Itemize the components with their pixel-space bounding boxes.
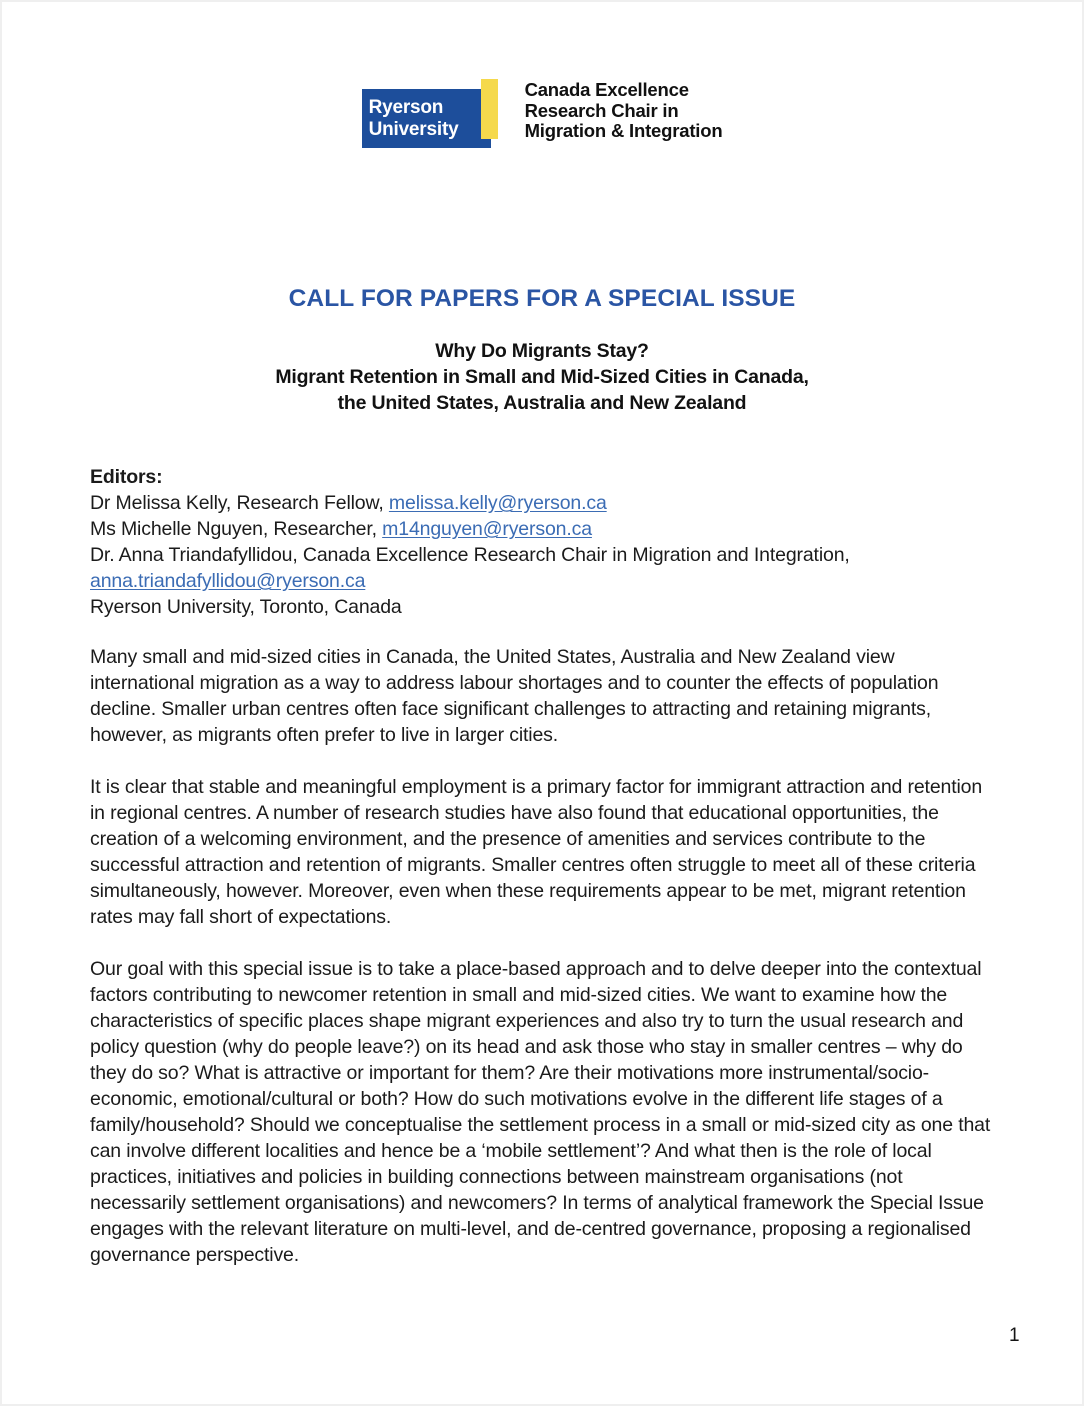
cerc-header-logo	[2, 79, 1082, 149]
editor-text: Ms Michelle Nguyen, Researcher,	[90, 518, 383, 540]
subtitle-line3: the United States, Australia and New Zealand	[337, 392, 747, 414]
logo-university-line2: University	[368, 118, 459, 140]
cerc-wordmark	[525, 79, 723, 142]
subtitle	[2, 338, 1082, 416]
email-link-melissa-kelly[interactable]: melissa.kelly@ryerson.ca	[388, 492, 607, 514]
editor-line-affiliation	[90, 594, 1000, 620]
page-title: CALL FOR PAPERS FOR A SPECIAL ISSUE	[288, 285, 796, 312]
cerc-wordmark-line2: Research Chair in	[524, 99, 679, 121]
subtitle-line1: Why Do Migrants Stay?	[435, 340, 649, 362]
cerc-wordmark-line1: Canada Excellence	[524, 79, 689, 100]
document-body	[2, 464, 1082, 1268]
page-number: 1	[1009, 1325, 1020, 1346]
body-paragraphs	[90, 644, 1000, 1268]
ryerson-university-logo	[362, 79, 498, 149]
logo-university-line1: Ryerson	[368, 97, 444, 118]
editor-text: Ryerson University, Toronto, Canada	[90, 596, 402, 618]
editor-text: Dr Melissa Kelly, Research Fellow,	[90, 492, 389, 514]
logo-yellow-bar	[481, 79, 498, 139]
paragraph-2: It is clear that stable and meaningful employment is a primary factor for immigrant attraction and retention in regional centres. A number of research studies have also found that educational opportunities, the creation of a welcoming environment, and the presence of amenities and services contribute to the successful attraction and retention of migrants. Smaller centres often struggle to meet all of these criteria simultaneously, however. Moreover, even when these requirements appear to be met, migrant retention rates may fall short of expectations.	[90, 776, 983, 928]
paragraph-3: Our goal with this special issue is to take a place-based approach and to delve deeper into the contextual factors contributing to newcomer retention in small and mid-sized cities. We want to examine how the characteristics of specific places shape migrant experiences and also try to turn the usual research and policy question (why do people leave?) on its head and ask those who stay in smaller centres – why do they do so? What is attractive or important for them? Are their motivations more instrumental/socio-economic, emotional/cultural or both? How do such motivations evolve in the different life stages of a family/household? Should we conceptualise the settlement process in a small or mid-sized city as one that can involve different localities and hence be a ‘mobile settlement’? And what then is the role of local practices, initiatives and policies in building connections between mainstream organisations (not necessarily settlement organisations) and newcomers? In terms of analytical framework the Special Issue engages with the relevant literature on multi-level, and de-centred governance, proposing a regionalised governance perspective.	[90, 958, 991, 1266]
editor-line-anna-triandafyllidou	[90, 542, 1000, 568]
logo-blue-box	[362, 89, 491, 148]
subtitle-line2: Migrant Retention in Small and Mid-Sized Cities in Canada,	[275, 366, 809, 388]
editor-line-michelle-nguyen	[90, 516, 1000, 542]
editor-line-anna-email	[90, 568, 1000, 594]
cerc-wordmark-line3: Migration & Integration	[524, 120, 723, 141]
editors-label: Editors:	[90, 466, 163, 488]
paragraph-1: Many small and mid-sized cities in Canada, the United States, Australia and New Zealand view international migration as a way to address labour shortages and to counter the effects of population decline. Smaller urban centres often face significant challenges to attracting and retaining migrants, however, as migrants often prefer to live in larger cities.	[90, 646, 939, 746]
editor-text: Dr. Anna Triandafyllidou, Canada Excellence Research Chair in Migration and Integration,	[90, 544, 850, 566]
editor-line-melissa-kelly	[90, 490, 1000, 516]
email-link-michelle-nguyen[interactable]: m14nguyen@ryerson.ca	[382, 518, 592, 540]
editors-section	[90, 464, 1000, 620]
email-link-anna-triandafyllidou[interactable]: anna.triandafyllidou@ryerson.ca	[90, 570, 366, 592]
